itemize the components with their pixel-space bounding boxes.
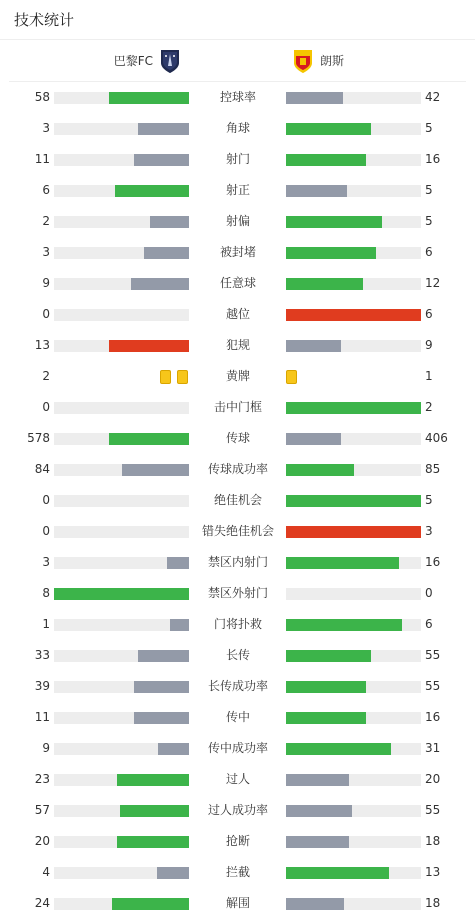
home-stat-bar xyxy=(54,92,189,104)
away-stat-bar-fill xyxy=(286,154,366,166)
stat-label: 黄牌 xyxy=(225,369,250,383)
stat-label: 传中 xyxy=(225,710,250,724)
away-stat-bar xyxy=(286,774,421,786)
stat-row xyxy=(0,516,475,547)
home-stat-bar xyxy=(54,309,189,321)
stat-label: 拦截 xyxy=(225,865,250,879)
stat-label: 门将扑救 xyxy=(213,617,262,631)
home-stat-bar-fill xyxy=(112,898,189,910)
away-stat-bar xyxy=(286,650,421,662)
away-stat-value: 6 xyxy=(425,307,433,321)
away-stat-value: 16 xyxy=(425,152,441,166)
home-stat-bar-fill xyxy=(109,92,189,104)
away-stat-bar xyxy=(286,247,421,259)
home-stat-bar xyxy=(54,278,189,290)
away-stat-bar-fill xyxy=(286,216,382,228)
home-stat-value: 3 xyxy=(42,121,50,135)
away-stat-bar xyxy=(286,433,421,445)
home-stat-value: 39 xyxy=(34,679,50,693)
away-stat-bar-fill xyxy=(286,650,371,662)
home-stat-bar xyxy=(54,619,189,631)
away-stat-value: 18 xyxy=(425,834,441,848)
page-title: 技术统计 xyxy=(14,11,75,29)
teams-header xyxy=(9,40,466,82)
away-stat-value: 42 xyxy=(425,90,441,104)
away-stat-value: 5 xyxy=(425,183,433,197)
home-stat-bar-fill xyxy=(167,557,189,569)
stat-label: 角球 xyxy=(225,121,250,135)
stat-label: 过人成功率 xyxy=(207,803,268,817)
home-stat-bar xyxy=(54,433,189,445)
away-stat-bar-fill xyxy=(286,712,366,724)
yellow-card-icon xyxy=(160,370,171,384)
away-stat-bar-fill xyxy=(286,309,421,321)
stat-row xyxy=(0,237,475,268)
stat-row xyxy=(0,609,475,640)
away-stat-bar xyxy=(286,557,421,569)
home-stat-bar-fill xyxy=(131,278,189,290)
away-stat-value: 55 xyxy=(425,648,441,662)
home-stat-bar-fill xyxy=(117,836,189,848)
away-stat-value: 406 xyxy=(425,431,448,445)
stat-row xyxy=(0,764,475,795)
home-stat-value: 0 xyxy=(42,493,50,507)
home-stat-bar-fill xyxy=(120,805,189,817)
away-stat-bar-fill xyxy=(286,340,341,352)
stat-row xyxy=(0,702,475,733)
home-stat-bar xyxy=(54,123,189,135)
stat-row xyxy=(0,113,475,144)
away-stat-bar xyxy=(286,805,421,817)
stat-row xyxy=(0,454,475,485)
home-stat-bar-fill xyxy=(122,464,190,476)
stat-label: 过人 xyxy=(225,772,250,786)
away-stat-bar xyxy=(286,495,421,507)
away-stat-bar-fill xyxy=(286,805,352,817)
away-stat-value: 6 xyxy=(425,245,433,259)
away-stat-bar xyxy=(286,309,421,321)
stat-row xyxy=(0,361,475,392)
stat-label: 被封堵 xyxy=(219,245,256,259)
home-stat-bar-fill xyxy=(134,681,189,693)
away-stat-value: 0 xyxy=(425,586,433,600)
stat-row xyxy=(0,392,475,423)
away-stat-bar-fill xyxy=(286,774,349,786)
home-stat-value: 3 xyxy=(42,555,50,569)
home-stat-bar-fill xyxy=(54,588,189,600)
stat-label: 射正 xyxy=(225,183,250,197)
away-stat-value: 20 xyxy=(425,772,441,786)
home-stat-bar xyxy=(54,650,189,662)
stat-row xyxy=(0,578,475,609)
away-stat-bar xyxy=(286,619,421,631)
away-stat-bar-fill xyxy=(286,464,354,476)
away-stat-bar-fill xyxy=(286,402,421,414)
stat-row xyxy=(0,330,475,361)
away-stat-bar-fill xyxy=(286,185,347,197)
home-stat-bar xyxy=(54,495,189,507)
away-team-name: 朗斯 xyxy=(320,54,345,68)
home-stat-bar xyxy=(54,154,189,166)
home-stat-bar-fill xyxy=(144,247,189,259)
away-stat-bar-fill xyxy=(286,92,343,104)
away-stat-value: 6 xyxy=(425,617,433,631)
stat-row xyxy=(0,175,475,206)
home-stat-value: 8 xyxy=(42,586,50,600)
away-stat-bar-fill xyxy=(286,123,371,135)
home-team-name: 巴黎FC xyxy=(113,54,153,68)
stat-row xyxy=(0,733,475,764)
away-stat-value: 1 xyxy=(425,369,433,383)
home-stat-value: 20 xyxy=(34,834,50,848)
home-stat-value: 11 xyxy=(34,152,50,166)
away-stat-value: 2 xyxy=(425,400,433,414)
away-stat-value: 55 xyxy=(425,679,441,693)
home-stat-value: 84 xyxy=(34,462,50,476)
away-stat-value: 12 xyxy=(425,276,441,290)
home-stat-bar xyxy=(54,836,189,848)
stat-label: 长传 xyxy=(225,648,250,662)
home-stat-value: 24 xyxy=(34,896,50,910)
away-team[interactable] xyxy=(292,40,344,81)
away-stat-bar-fill xyxy=(286,619,402,631)
away-stat-bar xyxy=(286,92,421,104)
away-stat-value: 31 xyxy=(425,741,441,755)
home-stat-value: 11 xyxy=(34,710,50,724)
home-stat-bar xyxy=(54,588,189,600)
stat-label: 击中门框 xyxy=(213,400,262,414)
away-stat-bar xyxy=(286,123,421,135)
away-stat-value: 16 xyxy=(425,710,441,724)
away-stat-bar xyxy=(286,216,421,228)
home-stat-bar-fill xyxy=(158,743,189,755)
stat-label: 任意球 xyxy=(219,276,256,290)
stats-header xyxy=(0,0,475,40)
home-stat-value: 0 xyxy=(42,400,50,414)
away-stat-value: 16 xyxy=(425,555,441,569)
away-stat-bar-fill xyxy=(286,278,363,290)
stat-row xyxy=(0,268,475,299)
stat-label: 抢断 xyxy=(225,834,250,848)
away-stat-bar-fill xyxy=(286,247,376,259)
away-stat-bar xyxy=(286,588,421,600)
away-stat-bar xyxy=(286,712,421,724)
stat-row xyxy=(0,206,475,237)
stat-row xyxy=(0,640,475,671)
away-stat-value: 55 xyxy=(425,803,441,817)
home-stat-bar xyxy=(54,402,189,414)
stat-row xyxy=(0,857,475,888)
away-stat-bar-fill xyxy=(286,836,349,848)
stat-label: 传球成功率 xyxy=(207,462,268,476)
rc-lens-crest-icon xyxy=(292,48,314,74)
stat-label: 禁区外射门 xyxy=(207,586,268,600)
stat-label: 控球率 xyxy=(219,90,256,104)
away-stat-bar-fill xyxy=(286,898,344,910)
home-stat-bar-fill xyxy=(134,712,189,724)
home-stat-value: 578 xyxy=(27,431,50,445)
stat-label: 射门 xyxy=(225,152,250,166)
home-stat-bar-fill xyxy=(109,433,189,445)
home-stat-bar-fill xyxy=(109,340,189,352)
home-stat-bar xyxy=(54,681,189,693)
home-stat-value: 0 xyxy=(42,307,50,321)
stats-list xyxy=(0,82,475,919)
away-stat-value: 18 xyxy=(425,896,441,910)
home-stat-bar xyxy=(54,898,189,910)
away-stat-bar-fill xyxy=(286,433,341,445)
yellow-card-icon xyxy=(286,370,297,384)
home-stat-bar-fill xyxy=(117,774,189,786)
home-yellow-cards xyxy=(160,370,188,384)
home-stat-value: 4 xyxy=(42,865,50,879)
away-yellow-cards xyxy=(286,370,297,384)
away-stat-bar xyxy=(286,836,421,848)
away-stat-bar-fill xyxy=(286,557,399,569)
stat-row xyxy=(0,826,475,857)
yellow-card-icon xyxy=(177,370,188,384)
stat-label: 解围 xyxy=(225,896,250,910)
away-stat-bar xyxy=(286,898,421,910)
stat-label: 犯规 xyxy=(225,338,250,352)
stat-label: 传中成功率 xyxy=(207,741,268,755)
away-stat-value: 9 xyxy=(425,338,433,352)
stat-row xyxy=(0,547,475,578)
away-stat-bar xyxy=(286,867,421,879)
stat-label: 错失绝佳机会 xyxy=(201,524,274,538)
home-stat-value: 58 xyxy=(34,90,50,104)
paris-fc-crest-icon xyxy=(159,48,181,74)
home-stat-bar xyxy=(54,774,189,786)
home-stat-bar-fill xyxy=(138,123,189,135)
stat-label: 越位 xyxy=(225,307,250,321)
stat-row xyxy=(0,671,475,702)
away-stat-bar xyxy=(286,154,421,166)
away-stat-bar xyxy=(286,185,421,197)
away-stat-value: 5 xyxy=(425,214,433,228)
stat-label: 长传成功率 xyxy=(207,679,268,693)
home-stat-value: 23 xyxy=(34,772,50,786)
stat-row xyxy=(0,795,475,826)
away-stat-bar-fill xyxy=(286,526,421,538)
stat-row xyxy=(0,423,475,454)
away-stat-value: 5 xyxy=(425,493,433,507)
away-stat-bar xyxy=(286,743,421,755)
stat-label: 传球 xyxy=(225,431,250,445)
home-stat-value: 57 xyxy=(34,803,50,817)
home-team[interactable] xyxy=(114,40,181,81)
away-stat-bar-fill xyxy=(286,867,389,879)
home-stat-bar-fill xyxy=(115,185,189,197)
home-stat-bar xyxy=(54,247,189,259)
home-stat-bar xyxy=(54,216,189,228)
home-stat-bar xyxy=(54,743,189,755)
away-stat-value: 3 xyxy=(425,524,433,538)
home-stat-value: 3 xyxy=(42,245,50,259)
home-stat-value: 2 xyxy=(42,369,50,383)
stat-row xyxy=(0,299,475,330)
home-stat-bar xyxy=(54,464,189,476)
home-stat-value: 33 xyxy=(34,648,50,662)
home-stat-value: 9 xyxy=(42,276,50,290)
away-stat-bar xyxy=(286,464,421,476)
home-stat-bar xyxy=(54,867,189,879)
away-stat-bar-fill xyxy=(286,743,391,755)
away-stat-bar xyxy=(286,402,421,414)
home-stat-value: 6 xyxy=(42,183,50,197)
home-stat-bar-fill xyxy=(134,154,189,166)
away-stat-value: 13 xyxy=(425,865,441,879)
home-stat-value: 1 xyxy=(42,617,50,631)
home-stat-bar xyxy=(54,340,189,352)
away-stat-bar xyxy=(286,340,421,352)
stat-row xyxy=(0,888,475,919)
away-stat-value: 85 xyxy=(425,462,441,476)
home-stat-bar xyxy=(54,185,189,197)
stat-label: 射偏 xyxy=(225,214,250,228)
stat-label: 禁区内射门 xyxy=(207,555,268,569)
away-stat-value: 5 xyxy=(425,121,433,135)
home-stat-bar xyxy=(54,712,189,724)
stat-row xyxy=(0,82,475,113)
away-stat-bar-fill xyxy=(286,495,421,507)
home-stat-value: 13 xyxy=(34,338,50,352)
home-stat-bar-fill xyxy=(157,867,189,879)
away-stat-bar xyxy=(286,526,421,538)
home-stat-bar-fill xyxy=(170,619,189,631)
away-stat-bar xyxy=(286,278,421,290)
home-stat-value: 0 xyxy=(42,524,50,538)
home-stat-bar-fill xyxy=(138,650,189,662)
home-stat-bar-fill xyxy=(150,216,189,228)
home-stat-bar xyxy=(54,805,189,817)
home-stat-bar xyxy=(54,557,189,569)
stat-label: 绝佳机会 xyxy=(213,493,262,507)
stat-row xyxy=(0,485,475,516)
away-stat-bar xyxy=(286,681,421,693)
away-stat-bar-fill xyxy=(286,681,366,693)
home-stat-bar xyxy=(54,526,189,538)
home-stat-value: 2 xyxy=(42,214,50,228)
stat-row xyxy=(0,144,475,175)
home-stat-value: 9 xyxy=(42,741,50,755)
